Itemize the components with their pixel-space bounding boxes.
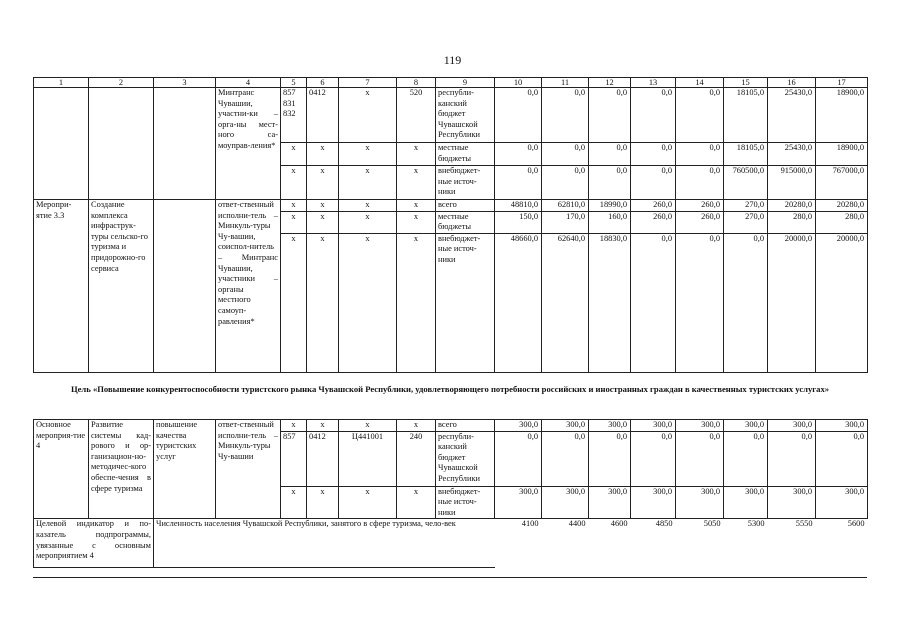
value-cell: 0,0 [676, 431, 724, 486]
value-cell: 915000,0 [768, 166, 816, 200]
column-header: 1 [34, 78, 89, 88]
code-cell: x [281, 420, 307, 432]
table-bottom-rule [33, 577, 867, 578]
status-cell: Меропри-ятие 3.3 [34, 200, 89, 373]
value-cell: 760500,0 [724, 166, 768, 200]
value-cell: 300,0 [816, 486, 868, 519]
value-cell: 18900,0 [816, 143, 868, 166]
code-cell: x [397, 143, 436, 166]
value-cell: 20000,0 [816, 233, 868, 372]
code-cell: x [397, 211, 436, 233]
value-cell: 20280,0 [816, 200, 868, 212]
budget-table-continued [33, 419, 868, 568]
indicator-value: 5050 [703, 519, 721, 529]
value-cell: 0,0 [542, 88, 589, 143]
value-cell: 0,0 [676, 233, 724, 372]
value-cell: 300,0 [631, 420, 676, 432]
value-cell: 0,0 [589, 143, 631, 166]
column-header: 12 [589, 78, 631, 88]
value-cell: 280,0 [768, 211, 816, 233]
value-cell: 0,0 [631, 143, 676, 166]
column-header: 10 [495, 78, 542, 88]
indicator-value: 5550 [795, 519, 813, 529]
value-cell: 300,0 [676, 486, 724, 519]
column-header: 7 [339, 78, 397, 88]
code-cell: 520 [397, 88, 436, 143]
value-cell: 0,0 [631, 88, 676, 143]
code-cell: x [397, 486, 436, 519]
value-cell: 0,0 [768, 431, 816, 486]
status-cell: Основное мероприя-тие 4 [34, 420, 89, 519]
source-cell: внебюджет-ные источ-ники [436, 486, 495, 519]
name-cell: Развитие системы кад-рового и ор-ганизацион-но-методичес-кого обеспе-чения в сфере туризма [89, 420, 154, 519]
code-cell: x [281, 166, 307, 200]
code-cell: 0412 [307, 88, 339, 143]
value-cell: 0,0 [542, 143, 589, 166]
value-cell: 0,0 [631, 233, 676, 372]
code-cell: x [339, 143, 397, 166]
value-cell: 0,0 [589, 166, 631, 200]
code-cell: x [339, 211, 397, 233]
goal-cell [154, 88, 216, 200]
value-cell: 0,0 [724, 233, 768, 372]
value-cell: 0,0 [495, 431, 542, 486]
indicator-value: 4100 [521, 519, 539, 529]
source-cell: местные бюджеты [436, 211, 495, 233]
value-cell: 20000,0 [768, 233, 816, 372]
value-cell: 300,0 [542, 486, 589, 519]
indicator-value: 4400 [568, 519, 586, 529]
value-cell: 300,0 [724, 420, 768, 432]
column-header: 17 [816, 78, 868, 88]
table-row [34, 200, 868, 212]
value-cell: 0,0 [676, 166, 724, 200]
code-cell: x [339, 166, 397, 200]
value-cell: 270,0 [724, 211, 768, 233]
value-cell: 0,0 [816, 431, 868, 486]
code-cell: x [339, 233, 397, 372]
code-cell: x [307, 143, 339, 166]
value-cell: 150,0 [495, 211, 542, 233]
value-cell: 25430,0 [768, 143, 816, 166]
value-cell: 260,0 [676, 200, 724, 212]
value-cell: 25430,0 [768, 88, 816, 143]
value-cell: 18990,0 [589, 200, 631, 212]
value-cell: 18105,0 [724, 143, 768, 166]
value-cell: 18105,0 [724, 88, 768, 143]
executor-cell: Минтранс Чувашии, участни-ки – орга-ны мест-ного са-моуправ-ления* [216, 88, 281, 200]
value-cell: 270,0 [724, 200, 768, 212]
column-header: 5 [281, 78, 307, 88]
name-cell [89, 88, 154, 200]
indicator-value: 4850 [655, 519, 673, 529]
column-header: 8 [397, 78, 436, 88]
value-cell: 170,0 [542, 211, 589, 233]
code-cell: x [397, 420, 436, 432]
code-cell: x [307, 211, 339, 233]
code-cell: x [397, 200, 436, 212]
executor-cell: ответ-ственный исполни-тель – Минкуль-туры Чу-вашии [216, 420, 281, 519]
value-cell: 0,0 [631, 431, 676, 486]
value-cell: 300,0 [768, 486, 816, 519]
code-cell: x [339, 420, 397, 432]
code-cell: Ц441001 [339, 431, 397, 486]
code-cell: 857 831 832 [281, 88, 307, 143]
value-cell: 18900,0 [816, 88, 868, 143]
table-row [34, 88, 868, 143]
value-cell: 62810,0 [542, 200, 589, 212]
code-cell: x [307, 200, 339, 212]
column-header: 4 [216, 78, 281, 88]
source-cell: всего [436, 200, 495, 212]
value-cell: 0,0 [676, 88, 724, 143]
status-cell [34, 88, 89, 200]
column-header: 11 [542, 78, 589, 88]
source-cell: внебюджет-ные источ-ники [436, 166, 495, 200]
value-cell: 48810,0 [495, 200, 542, 212]
indicator-text: Численность населения Чувашской Республики, занятого в сфере туризма, чело-век [154, 519, 495, 568]
executor-cell: ответ-ственный исполни-тель – Минкуль-туры Чу-вашии, соиспол-нитель – Минтранс Чувашии, участники – органы местного самоуп-равления* [216, 200, 281, 373]
code-cell: x [307, 233, 339, 372]
goal-title: Цель «Повышение конкурентоспособности туристского рынка Чувашской Республики, удовлетворяющего потребности российских и иностранных граждан в качественных туристских услугах» [70, 384, 830, 394]
value-cell: 767000,0 [816, 166, 868, 200]
budget-table [33, 77, 868, 373]
value-cell: 0,0 [724, 431, 768, 486]
indicator-value: 5300 [747, 519, 765, 529]
code-cell: x [307, 166, 339, 200]
code-cell: x [339, 200, 397, 212]
source-cell: республи-канский бюджет Чувашской Республики [436, 431, 495, 486]
column-number-row [34, 78, 868, 88]
column-header: 9 [436, 78, 495, 88]
value-cell: 300,0 [589, 420, 631, 432]
value-cell: 0,0 [495, 88, 542, 143]
column-header: 16 [768, 78, 816, 88]
value-cell: 0,0 [631, 166, 676, 200]
code-cell: x [397, 166, 436, 200]
value-cell: 280,0 [816, 211, 868, 233]
source-cell: местные бюджеты [436, 143, 495, 166]
value-cell: 300,0 [676, 420, 724, 432]
code-cell: 857 [281, 431, 307, 486]
value-cell: 0,0 [589, 431, 631, 486]
name-cell: Создание комплекса инфраструк-туры сельско-го туризма и придорожно-го сервиса [89, 200, 154, 373]
code-cell: x [281, 143, 307, 166]
value-cell: 300,0 [495, 420, 542, 432]
code-cell: x [281, 211, 307, 233]
code-cell: x [281, 486, 307, 519]
value-cell: 300,0 [724, 486, 768, 519]
indicator-label: Целевой индикатор и по-казатель подпрограммы, увязанные с основным мероприятием 4 [34, 519, 154, 568]
value-cell: 300,0 [495, 486, 542, 519]
value-cell: 62640,0 [542, 233, 589, 372]
column-header: 15 [724, 78, 768, 88]
value-cell: 300,0 [816, 420, 868, 432]
goal-cell [154, 200, 216, 373]
table-row [34, 420, 868, 432]
value-cell: 300,0 [768, 420, 816, 432]
indicator-value: 5600 [847, 519, 865, 529]
code-cell: x [339, 88, 397, 143]
column-header: 13 [631, 78, 676, 88]
column-header: 3 [154, 78, 216, 88]
column-header: 14 [676, 78, 724, 88]
goal-cell: повышение качества туристских услуг [154, 420, 216, 519]
source-cell: всего [436, 420, 495, 432]
value-cell: 260,0 [631, 200, 676, 212]
code-cell: x [281, 233, 307, 372]
code-cell: 0412 [307, 431, 339, 486]
value-cell: 300,0 [631, 486, 676, 519]
value-cell: 300,0 [542, 420, 589, 432]
indicator-row [34, 519, 868, 568]
code-cell: x [397, 233, 436, 372]
value-cell: 0,0 [676, 143, 724, 166]
value-cell: 18830,0 [589, 233, 631, 372]
value-cell: 0,0 [542, 431, 589, 486]
page-number: 119 [443, 53, 462, 67]
code-cell: x [281, 200, 307, 212]
code-cell: 240 [397, 431, 436, 486]
code-cell: x [307, 486, 339, 519]
value-cell: 48660,0 [495, 233, 542, 372]
column-header: 2 [89, 78, 154, 88]
source-cell: внебюджет-ные источ-ники [436, 233, 495, 372]
value-cell: 260,0 [676, 211, 724, 233]
value-cell: 0,0 [589, 88, 631, 143]
value-cell: 0,0 [495, 166, 542, 200]
value-cell: 20280,0 [768, 200, 816, 212]
value-cell: 0,0 [495, 143, 542, 166]
value-cell: 160,0 [589, 211, 631, 233]
value-cell: 260,0 [631, 211, 676, 233]
code-cell: x [307, 420, 339, 432]
source-cell: республи-канский бюджет Чувашской Республики [436, 88, 495, 143]
code-cell: x [339, 486, 397, 519]
value-cell: 0,0 [542, 166, 589, 200]
indicator-value: 4600 [610, 519, 628, 529]
value-cell: 300,0 [589, 486, 631, 519]
column-header: 6 [307, 78, 339, 88]
